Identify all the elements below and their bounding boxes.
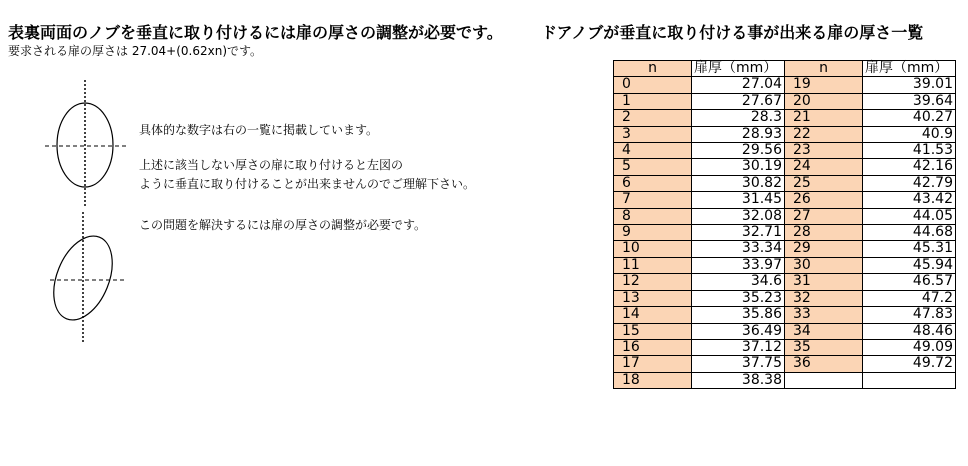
cell-thickness: 47.83: [863, 307, 956, 323]
cell-n: 3: [614, 126, 692, 142]
table-row: [614, 307, 956, 323]
col-header-thickness-2: 扉厚（mm）: [863, 61, 956, 77]
cell-thickness: 35.86: [692, 307, 785, 323]
cell-thickness: 37.75: [692, 356, 785, 372]
cell-empty: [785, 372, 863, 388]
cell-n: 32: [785, 290, 863, 306]
table-title: ドアノブが垂直に取り付ける事が出来る扉の厚さ一覧: [541, 23, 924, 42]
table-row: [614, 192, 956, 208]
cell-n: 19: [785, 77, 863, 93]
cell-thickness: 43.42: [863, 192, 956, 208]
table-row: [614, 241, 956, 257]
cell-thickness: 32.71: [692, 225, 785, 241]
cell-thickness: 49.09: [863, 339, 956, 355]
cell-n: 27: [785, 208, 863, 224]
cell-n: 26: [785, 192, 863, 208]
cell-thickness: 44.68: [863, 225, 956, 241]
cell-n: 1: [614, 93, 692, 109]
cell-thickness: 33.97: [692, 257, 785, 273]
cell-n: 4: [614, 143, 692, 159]
cell-n: 29: [785, 241, 863, 257]
cell-n: 28: [785, 225, 863, 241]
cell-n: 16: [614, 339, 692, 355]
cell-thickness: 38.38: [692, 372, 785, 388]
cell-thickness: 40.9: [863, 126, 956, 142]
cell-n: 7: [614, 192, 692, 208]
col-header-n-2: n: [785, 61, 863, 77]
cell-thickness: 44.05: [863, 208, 956, 224]
table-row: [614, 126, 956, 142]
cell-thickness: 28.93: [692, 126, 785, 142]
table-row: [614, 225, 956, 241]
table-row: [614, 339, 956, 355]
note-line-1: 具体的な数字は右の一覧に掲載しています。: [139, 123, 379, 137]
cell-thickness: 47.2: [863, 290, 956, 306]
table-row: [614, 175, 956, 191]
cell-thickness: 35.23: [692, 290, 785, 306]
cell-thickness: 49.72: [863, 356, 956, 372]
table-header-row: [614, 61, 956, 77]
cell-n: 8: [614, 208, 692, 224]
cell-n: 33: [785, 307, 863, 323]
knob-alignment-diagram: [40, 80, 140, 345]
door-thickness-table: [613, 60, 956, 389]
cell-thickness: 30.19: [692, 159, 785, 175]
cell-thickness: 40.27: [863, 110, 956, 126]
cell-thickness: 36.49: [692, 323, 785, 339]
vertical-knob-figure: [45, 80, 127, 206]
cell-n: 30: [785, 257, 863, 273]
cell-n: 2: [614, 110, 692, 126]
note-line-2: 上述に該当しない厚さの扉に取り付けると左図の: [139, 158, 404, 172]
cell-n: 18: [614, 372, 692, 388]
tilted-knob-figure: [42, 212, 125, 342]
cell-thickness: 34.6: [692, 274, 785, 290]
table-row: [614, 372, 956, 388]
page-title: 表裏両面のノブを垂直に取り付けるには扉の厚さの調整が必要です。: [8, 23, 503, 42]
cell-n: 22: [785, 126, 863, 142]
cell-thickness: 37.12: [692, 339, 785, 355]
table-row: [614, 323, 956, 339]
cell-thickness: 45.31: [863, 241, 956, 257]
cell-thickness: 41.53: [863, 143, 956, 159]
table-row: [614, 77, 956, 93]
cell-thickness: 30.82: [692, 175, 785, 191]
cell-n: 35: [785, 339, 863, 355]
table-row: [614, 257, 956, 273]
cell-thickness: 31.45: [692, 192, 785, 208]
cell-n: 14: [614, 307, 692, 323]
cell-n: 24: [785, 159, 863, 175]
table-row: [614, 208, 956, 224]
cell-thickness: 27.04: [692, 77, 785, 93]
cell-n: 23: [785, 143, 863, 159]
cell-n: 34: [785, 323, 863, 339]
formula-subtitle: 要求される扉の厚さは 27.04+(0.62xn)です。: [8, 44, 263, 58]
cell-n: 20: [785, 93, 863, 109]
cell-thickness: 33.34: [692, 241, 785, 257]
cell-n: 5: [614, 159, 692, 175]
cell-n: 13: [614, 290, 692, 306]
note-line-3: ように垂直に取り付けることが出来ませんのでご理解下さい。: [139, 177, 476, 191]
cell-thickness: 46.57: [863, 274, 956, 290]
cell-thickness: 42.79: [863, 175, 956, 191]
cell-n: 36: [785, 356, 863, 372]
note-line-4: この問題を解決するには扉の厚さの調整が必要です。: [139, 218, 427, 232]
cell-n: 10: [614, 241, 692, 257]
cell-thickness: 39.01: [863, 77, 956, 93]
cell-n: 17: [614, 356, 692, 372]
table-row: [614, 110, 956, 126]
cell-n: 12: [614, 274, 692, 290]
cell-n: 11: [614, 257, 692, 273]
cell-n: 21: [785, 110, 863, 126]
cell-n: 25: [785, 175, 863, 191]
col-header-n: n: [614, 61, 692, 77]
cell-n: 15: [614, 323, 692, 339]
cell-thickness: 29.56: [692, 143, 785, 159]
cell-n: 31: [785, 274, 863, 290]
table-row: [614, 93, 956, 109]
cell-n: 9: [614, 225, 692, 241]
table-row: [614, 159, 956, 175]
cell-thickness: 32.08: [692, 208, 785, 224]
table-row: [614, 143, 956, 159]
col-header-thickness: 扉厚（mm）: [692, 61, 785, 77]
table-row: [614, 274, 956, 290]
cell-thickness: 39.64: [863, 93, 956, 109]
cell-n: 0: [614, 77, 692, 93]
cell-thickness: 27.67: [692, 93, 785, 109]
cell-thickness: 45.94: [863, 257, 956, 273]
table-row: [614, 356, 956, 372]
table-row: [614, 290, 956, 306]
cell-thickness: 28.3: [692, 110, 785, 126]
cell-empty: [863, 372, 956, 388]
cell-thickness: 42.16: [863, 159, 956, 175]
cell-thickness: 48.46: [863, 323, 956, 339]
cell-n: 6: [614, 175, 692, 191]
